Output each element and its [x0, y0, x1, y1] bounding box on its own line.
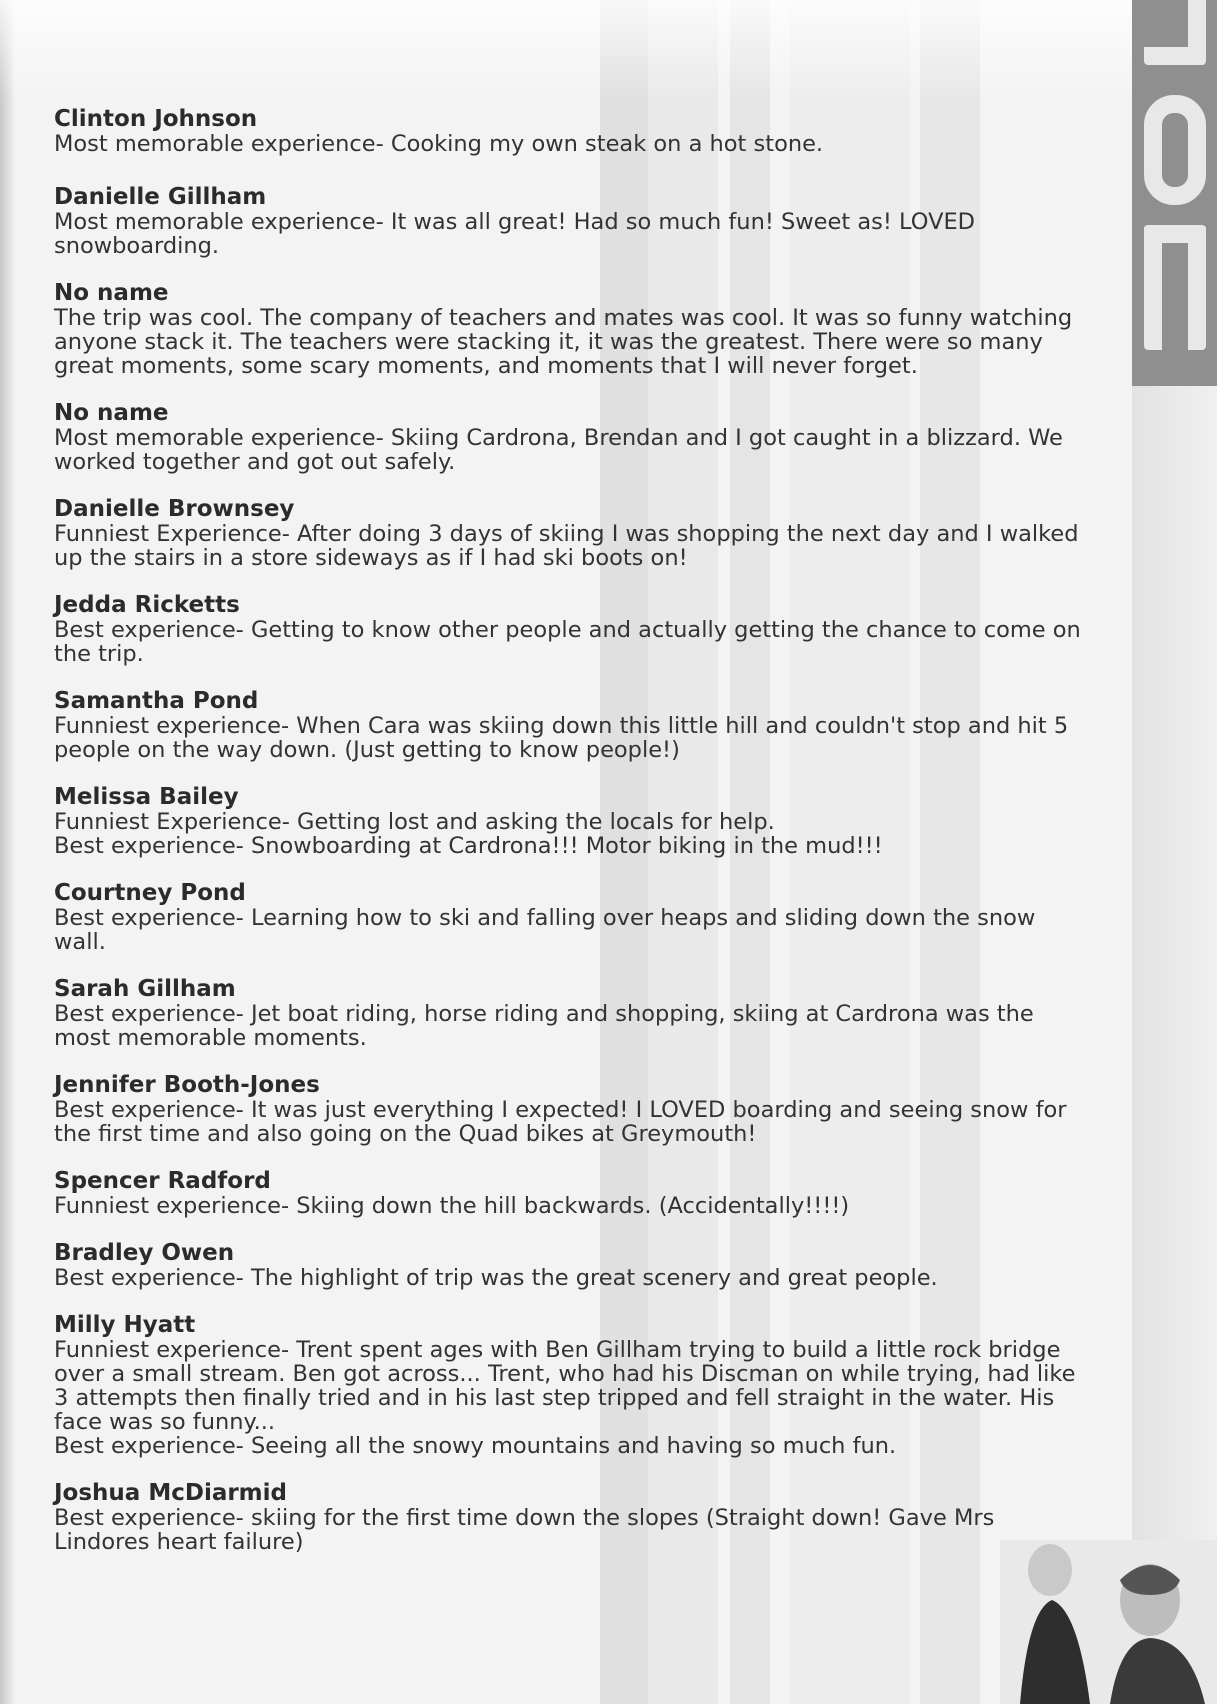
- background-fade: [0, 0, 1217, 100]
- student-name: Sarah Gillham: [54, 976, 236, 1002]
- page-edge-shadow: [0, 0, 14, 1704]
- student-comment: Best experience- The highlight of trip was the great scenery and great people.: [54, 1265, 938, 1291]
- student-name: No name: [54, 400, 169, 426]
- testimonial-entry: [54, 400, 1084, 474]
- year-digit-shape: [1144, 0, 1206, 65]
- testimonial-entry: [54, 1312, 1084, 1458]
- student-name: Melissa Bailey: [54, 784, 239, 810]
- student-name: Jedda Ricketts: [54, 592, 240, 618]
- student-name: No name: [54, 280, 169, 306]
- testimonial-entry: [54, 784, 1084, 858]
- student-comment: Best experience- It was just everything I expected! I LOVED boarding and seeing snow for the first time and also going on the Quad bikes at Greymouth!: [54, 1097, 1067, 1147]
- student-name: Courtney Pond: [54, 880, 246, 906]
- student-comment: Most memorable experience- Cooking my own steak on a hot stone.: [54, 131, 824, 157]
- testimonial-entry: [54, 496, 1084, 570]
- testimonial-entry: [54, 106, 1084, 156]
- student-comment: Best experience- skiing for the first time down the slopes (Straight down! Gave Mrs Lindores heart failure): [54, 1505, 995, 1555]
- student-name: Spencer Radford: [54, 1168, 271, 1194]
- student-comment: The trip was cool. The company of teachers and mates was cool. It was so funny watching anyone stack it. The teachers were stacking it, it was the greatest. There were so many great moments, some scary moments, and moments that I will never forget.: [54, 305, 1073, 379]
- student-comment: Best experience- Snowboarding at Cardrona!!! Motor biking in the mud!!!: [54, 833, 883, 859]
- student-name: Jennifer Booth-Jones: [54, 1072, 320, 1098]
- student-comment: Most memorable experience- It was all great! Had so much fun! Sweet as! LOVED snowboarding.: [54, 209, 976, 259]
- testimonial-entry: [54, 184, 1084, 258]
- student-name: Bradley Owen: [54, 1240, 235, 1266]
- testimonial-entry: [54, 880, 1084, 954]
- student-name: Milly Hyatt: [54, 1312, 196, 1338]
- testimonial-entry: [54, 1168, 1084, 1218]
- year-digit-shape: [1144, 225, 1206, 350]
- student-name: Samantha Pond: [54, 688, 259, 714]
- testimonial-entry: [54, 688, 1084, 762]
- student-comment: Best experience- Seeing all the snowy mountains and having so much fun.: [54, 1433, 897, 1459]
- testimonial-entry: [54, 592, 1084, 666]
- testimonial-entry: [54, 1480, 1084, 1554]
- right-margin-strip: [1132, 386, 1217, 1704]
- student-comment: Funniest experience- Skiing down the hill backwards. (Accidentally!!!!): [54, 1193, 850, 1219]
- student-name: Danielle Brownsey: [54, 496, 295, 522]
- testimonial-entry: [54, 1072, 1084, 1146]
- year-graphic: [1132, 0, 1217, 386]
- testimonial-entry: [54, 1240, 1084, 1290]
- student-comment: Best experience- Learning how to ski and falling over heaps and sliding down the snow wall.: [54, 905, 1036, 955]
- student-name: Clinton Johnson: [54, 106, 258, 132]
- year-digit-shape: [1144, 95, 1206, 205]
- student-name: Joshua McDiarmid: [54, 1480, 287, 1506]
- testimonial-entry: [54, 976, 1084, 1050]
- student-comment: Funniest experience- Trent spent ages with Ben Gillham trying to build a little rock bridge over a small stream. Ben got across... Trent, who had his Discman on while trying, had like 3 attempts then finally tried and in his last step tripped and fell straight in the water. His face was so funny...: [54, 1337, 1076, 1435]
- student-comment: Most memorable experience- Skiing Cardrona, Brendan and I got caught in a blizzard. We worked together and got out safely.: [54, 425, 1063, 475]
- student-name: Danielle Gillham: [54, 184, 267, 210]
- student-comment: Funniest Experience- Getting lost and asking the locals for help.: [54, 809, 775, 835]
- testimonials-list: [54, 106, 1084, 1576]
- student-comment: Funniest Experience- After doing 3 days of skiing I was shopping the next day and I walked up the stairs in a store sideways as if I had ski boots on!: [54, 521, 1079, 571]
- student-comment: Funniest experience- When Cara was skiing down this little hill and couldn't stop and hit 5 people on the way down. (Just getting to know people!): [54, 713, 1069, 763]
- testimonial-entry: [54, 280, 1084, 378]
- student-comment: Best experience- Jet boat riding, horse riding and shopping, skiing at Cardrona was the most memorable moments.: [54, 1001, 1034, 1051]
- student-comment: Best experience- Getting to know other people and actually getting the chance to come on the trip.: [54, 617, 1081, 667]
